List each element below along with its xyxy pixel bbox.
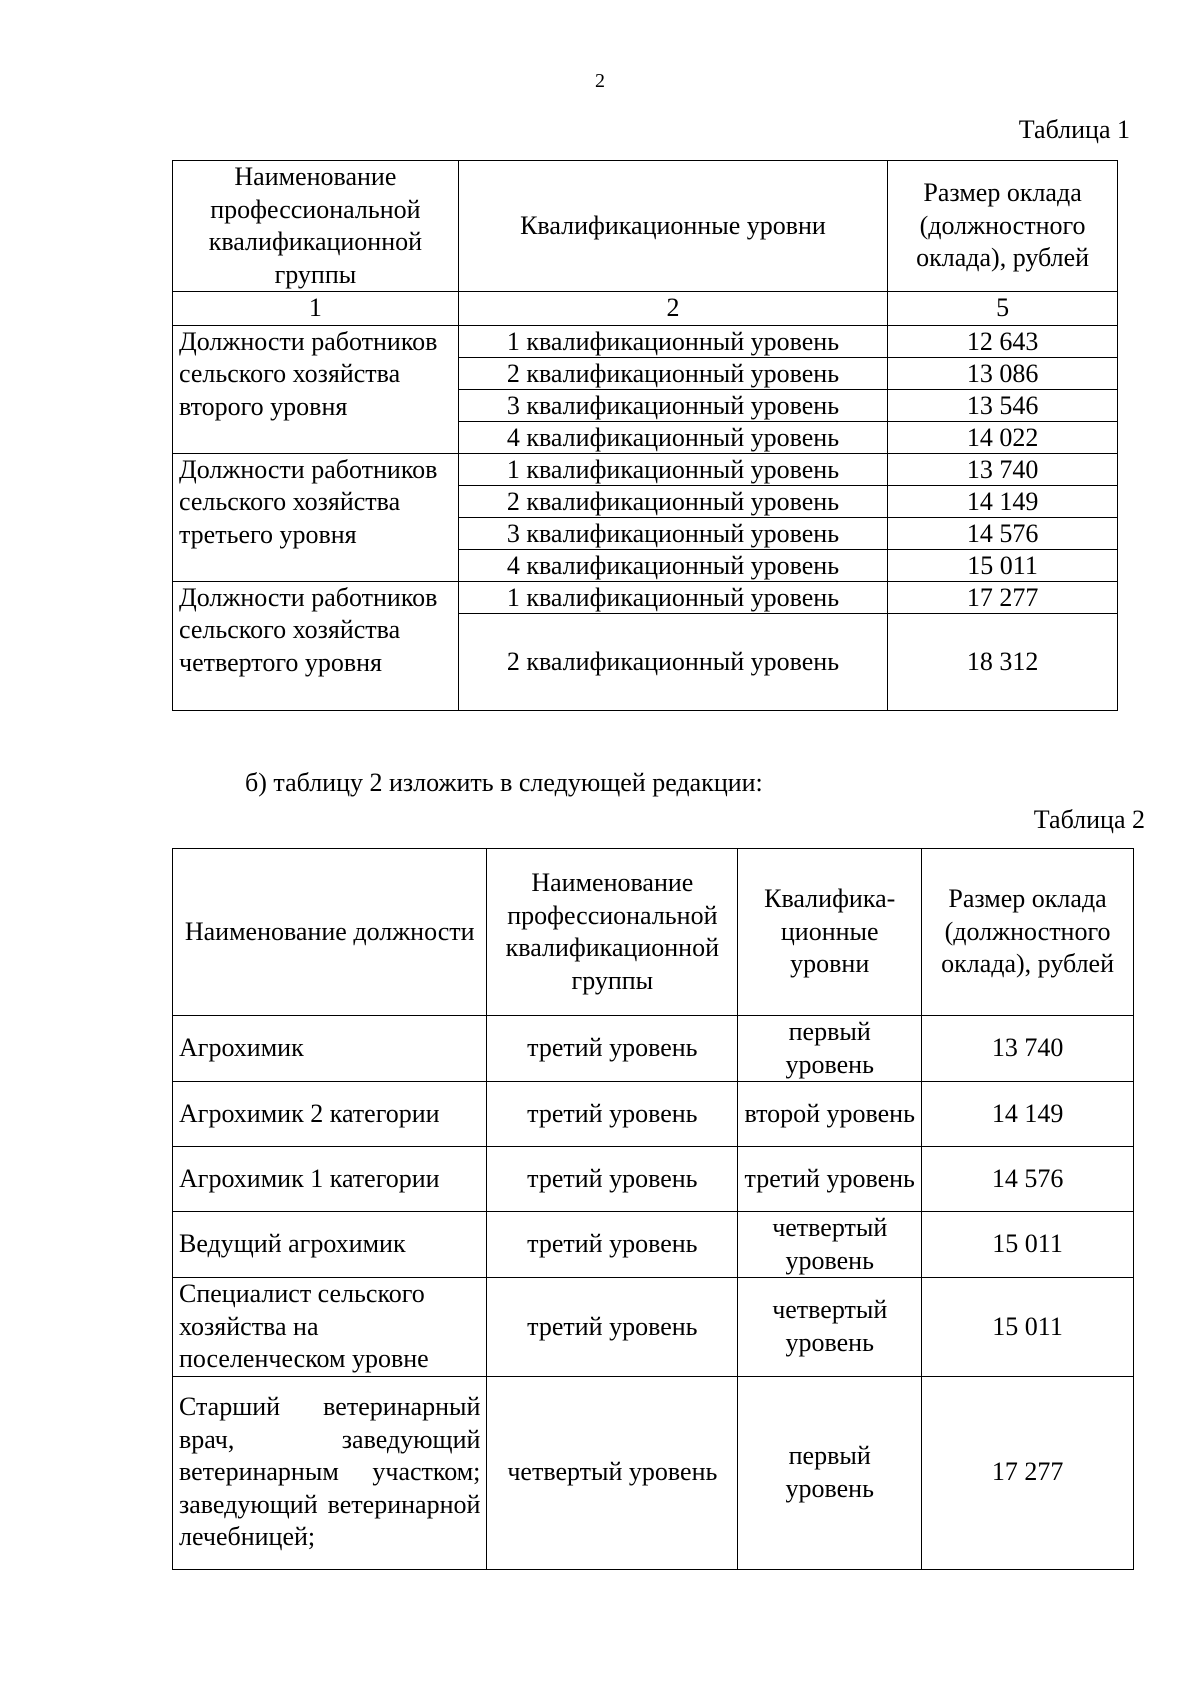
table1-caption: Таблица 1 — [1018, 115, 1130, 144]
table1-colnum: 1 — [173, 292, 459, 326]
table1-header-levels: Квалификационные уровни — [458, 161, 887, 292]
table2-salary: 14 149 — [922, 1082, 1134, 1147]
table1-salary: 15 011 — [888, 549, 1118, 581]
table1-header-salary: Размер оклада (должностного оклада), рублей — [888, 161, 1118, 292]
table-row — [173, 1376, 1134, 1569]
table2-header-group: Наименование профессиональной квалификационной группы — [487, 849, 738, 1016]
table1-salary: 14 022 — [888, 421, 1118, 453]
table2-position: Агрохимик 2 категории — [173, 1082, 487, 1147]
table1-salary: 13 086 — [888, 357, 1118, 389]
table-row — [173, 453, 1118, 485]
table1-level: 2 квалификационный уровень — [458, 357, 887, 389]
table1-column-numbers — [173, 292, 1118, 326]
table2-salary: 14 576 — [922, 1147, 1134, 1212]
table2-salary: 17 277 — [922, 1376, 1134, 1569]
table-row — [173, 1212, 1134, 1278]
table2-salary: 15 011 — [922, 1278, 1134, 1377]
table1-level: 1 квалификационный уровень — [458, 325, 887, 357]
table-row — [173, 1147, 1134, 1212]
table-row — [173, 325, 1118, 357]
table1 — [172, 160, 1118, 711]
table2-level: второй уровень — [738, 1082, 922, 1147]
table1-level: 4 квалификационный уровень — [458, 421, 887, 453]
table2 — [172, 848, 1134, 1570]
table1-level: 1 квалификационный уровень — [458, 581, 887, 613]
table1-level: 4 квалификационный уровень — [458, 549, 887, 581]
table1-level: 1 квалификационный уровень — [458, 453, 887, 485]
table-row — [173, 581, 1118, 613]
table1-salary: 13 546 — [888, 389, 1118, 421]
table1-salary: 17 277 — [888, 581, 1118, 613]
table1-level: 2 квалификационный уровень — [458, 485, 887, 517]
table1-salary: 14 576 — [888, 517, 1118, 549]
table1-header-group: Наименование профессиональной квалификационной группы — [173, 161, 459, 292]
table2-header-salary: Размер оклада (должностного оклада), рублей — [922, 849, 1134, 1016]
table2-group: третий уровень — [487, 1082, 738, 1147]
table1-salary: 18 312 — [888, 613, 1118, 710]
table1-salary: 12 643 — [888, 325, 1118, 357]
table2-level: четвертый уровень — [738, 1212, 922, 1278]
table1-colnum: 5 — [888, 292, 1118, 326]
table1-salary: 13 740 — [888, 453, 1118, 485]
table-row — [173, 1082, 1134, 1147]
table2-position: Старший ветеринарный врач, заведующий ветеринарным участком; заведующий ветеринарной лечебницей; — [173, 1376, 487, 1569]
table2-position: Специалист сельского хозяйства на поселенческом уровне — [173, 1278, 487, 1377]
table1-level: 3 квалификационный уровень — [458, 517, 887, 549]
table2-salary: 13 740 — [922, 1016, 1134, 1082]
paragraph-text: б) таблицу 2 изложить в следующей редакции: — [245, 768, 763, 797]
table2-group: третий уровень — [487, 1016, 738, 1082]
table-row — [173, 1278, 1134, 1377]
table2-level: первый уровень — [738, 1376, 922, 1569]
table1-level: 2 квалификационный уровень — [458, 613, 887, 710]
table2-position: Агрохимик — [173, 1016, 487, 1082]
table1-salary: 14 149 — [888, 485, 1118, 517]
table2-salary: 15 011 — [922, 1212, 1134, 1278]
table-row — [173, 1016, 1134, 1082]
table1-group-name: Должности работников сельского хозяйства четвертого уровня — [173, 581, 459, 710]
table1-level: 3 квалификационный уровень — [458, 389, 887, 421]
table2-group: третий уровень — [487, 1278, 738, 1377]
table2-header-row — [173, 849, 1134, 1016]
table2-group: третий уровень — [487, 1147, 738, 1212]
table2-level: третий уровень — [738, 1147, 922, 1212]
table1-group-name: Должности работников сельского хозяйства второго уровня — [173, 325, 459, 453]
table2-header-position: Наименование должности — [173, 849, 487, 1016]
table1-header-row — [173, 161, 1118, 292]
table2-header-levels: Квалифика-ционные уровни — [738, 849, 922, 1016]
table2-caption: Таблица 2 — [1033, 805, 1145, 834]
table1-group-name: Должности работников сельского хозяйства третьего уровня — [173, 453, 459, 581]
table2-position: Агрохимик 1 категории — [173, 1147, 487, 1212]
table2-level: четвертый уровень — [738, 1278, 922, 1377]
table2-position: Ведущий агрохимик — [173, 1212, 487, 1278]
table2-group: третий уровень — [487, 1212, 738, 1278]
page-number: 2 — [595, 70, 605, 92]
table2-group: четвертый уровень — [487, 1376, 738, 1569]
table1-colnum: 2 — [458, 292, 887, 326]
table2-level: первый уровень — [738, 1016, 922, 1082]
